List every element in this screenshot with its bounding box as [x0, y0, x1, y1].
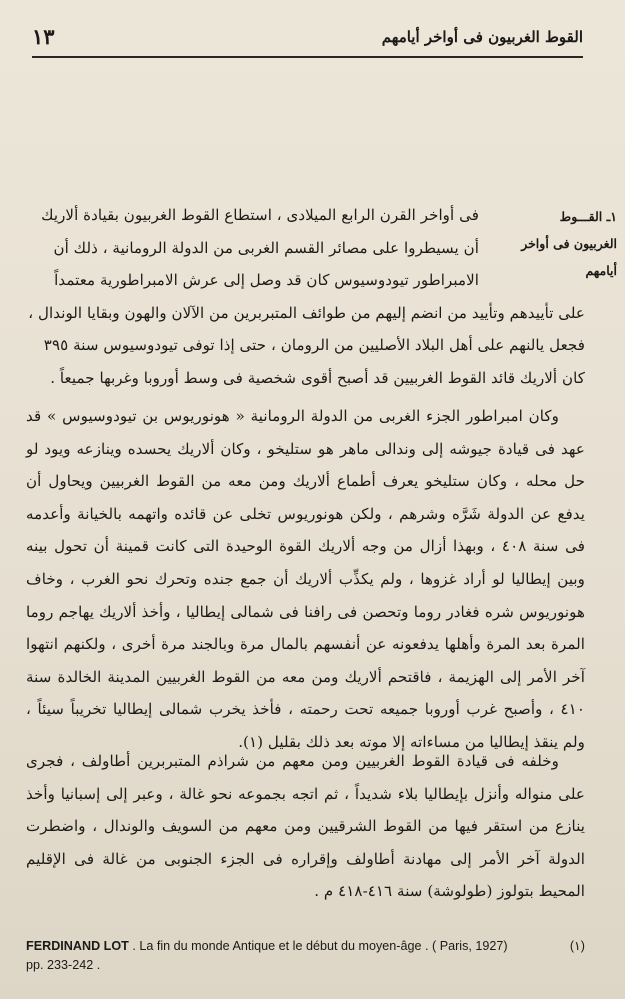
footnote-author: FERDINAND LOT: [26, 939, 129, 953]
footnote-citation: [26, 937, 508, 956]
footnote-title: . La fin du monde Antique et le début du moyen-âge . ( Paris, 1927): [132, 939, 508, 953]
footnote: [26, 937, 585, 975]
paragraph-1-line: كان ألاريك قائد القوط الغربيين قد أصبح أقوى شخصية فى وسط أوروبا وغربها جميعاً .: [50, 368, 585, 387]
page-header: [32, 22, 583, 58]
running-head: القوط الغربيون فى أواخر أيامهم: [381, 28, 583, 46]
side-heading: ١ـ القـــوط الغربيون فى أواخر أيامهم: [521, 209, 617, 278]
paragraph-1: [26, 199, 585, 395]
page-number: ١٣: [32, 24, 55, 49]
paragraph-1-line: الامبراطور تيودوسيوس كان قد وصل إلى عرش الامبراطورية معتمداً: [54, 271, 479, 290]
paragraph-1-line: فى أواخر القرن الرابع الميلادى ، استطاع القوط الغربيون بقيادة ألاريك: [41, 206, 479, 224]
footnote-pages: pp. 233-242 .: [26, 958, 101, 972]
paragraph-1-line: فجعل يالنهم على أهل البلاد الأصليين من الرومان ، حتى إذا توفى تيودوسيوس سنة ٣٩٥: [43, 336, 585, 355]
footnote-marker: (١): [569, 939, 585, 953]
paragraph-1-line: على تأييدهم وتأييد من انضم إليهم من طوائف المتبربرين من الآلان والهون وبقايا الوندال ،: [28, 303, 585, 322]
paragraph-2: وكان امبراطور الجزء الغربى من الدولة الرومانية « هونوريوس بن تيودوسيوس » قد عهد فى قيادة جيوشه إلى وندالى ماهر هو ستليخو ، وكان ألاريك يحسده وينازعه ويود لو حل محله ، وكان ستليخو يعرف أطماع ألاريك ومن معه من القوط الغربيين ويحاول أن يدفع عن الدولة شَرَّه وشرهم ، ولكن هونوريوس تخلى عن قائده واتهمه بالخيانة وأعدمه فى سنة ٤٠٨ ، وبهذا أزال من وجه ألاريك القوة الوحيدة التى كانت قمينة أن تحول بينه وبين إيطاليا لو أراد غزوها ، ولم يكذِّب ألاريك أن جمع جنده وتحرك نحو الغرب ، وخاف هونوريوس شره فغادر روما وتحصن فى رافنا فى شمالى إيطاليا ، وأخذ ألاريك يهاجم روما المرة بعد المرة وأهلها يدفعونه عن أنفسهم بالمال مرة وبالجند مرة أخرى ، ولكنهم انتهوا آخر الأمر إلى الهزيمة ، فاقتحم ألاريك ومن معه من القوط الغربيين المدينة الخالدة سنة ٤١٠ ، وأصبح غرب أوروبا جميعه تحت رحمته ، فأخذ يخرب شمالى إيطاليا تخريباً سيئاً ، ولم ينقذ إيطاليا من مساءاته إلا موته بعد ذلك بقليل (١).: [26, 407, 585, 751]
paragraph-3: وخلفه فى قيادة القوط الغربيين ومن معهم من شراذم المتبربرين أطاولف ، فجرى على منواله وأنزل بإيطاليا بلاء شديداً ، ثم اتجه بجموعه نحو غالة ، وعبر إلى إسبانيا وأخذ ينازع من استقر فيها من القوط الشرقيين ومن معهم من السويف والوندال ، واضطرت الدولة آخر الأمر إلى مهادنة أطاولف وإقراره فى الجزء الجنوبى من غالة فى الإقليم المحيط بتولوز (طولوشة) سنة ٤١٦-٤١٨ م .: [26, 752, 585, 901]
paragraph-1-line: أن يسيطروا على مصائر القسم الغربى من الدولة الرومانية ، ذلك أن: [53, 238, 479, 257]
